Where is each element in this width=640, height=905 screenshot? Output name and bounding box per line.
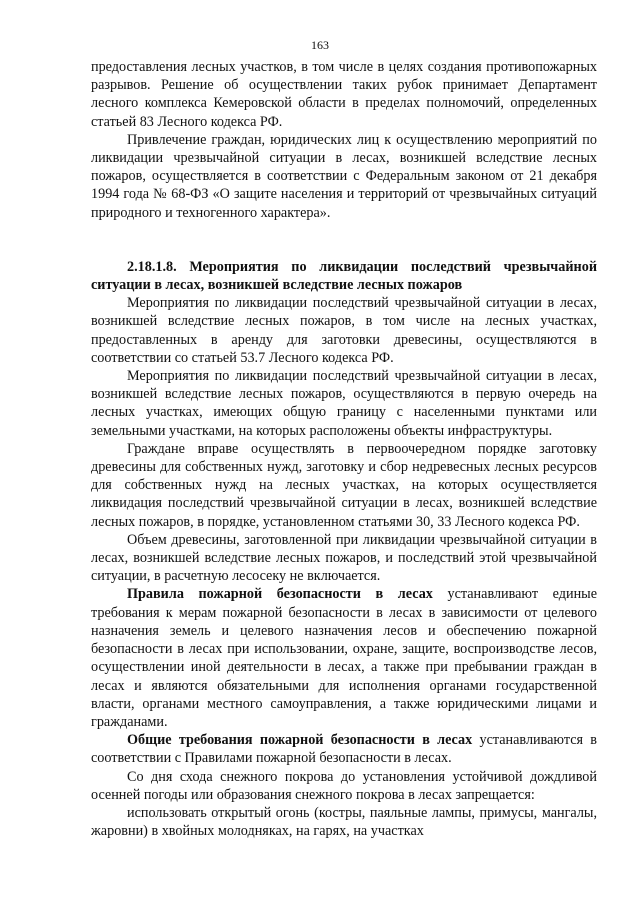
general-requirements-text: устанавливаются в соответствии с Правилами пожарной безопасности в лесах.	[91, 732, 597, 767]
general-requirements-title: Общие требования пожарной безопасности в лесах	[127, 732, 473, 749]
paragraph-wood-volume: Объем древесины, заготовленной при ликвидации чрезвычайной ситуации в лесах, возникшей вследствие лесных пожаров, и последствий этой чрезвычайной ситуации, в расчетную лесосеку не включается.	[91, 531, 597, 585]
paragraph-continuation: предоставления лесных участков, в том числе в целях создания противопожарных разрывов. Решение об осуществлении таких рубок принимает Департамент лесного комплекса Кемеровской области в пределах полномочий, определенных статьей 83 Лесного кодекса РФ.	[91, 59, 597, 130]
paragraph-prohibitions-intro: Со дня схода снежного покрова до установления устойчивой дождливой осенней погоды или образования снежного покрова в лесах запрещается:	[91, 768, 597, 803]
fire-rules-title: Правила пожарной безопасности в лесах	[127, 586, 433, 603]
fire-rules-text: устанавливают единые требования к мерам пожарной безопасности в лесах в зависимости от целевого назначения земель и целевого назначения лесов и обеспечению пожарной безопасности в лесах при использовании, охране, защите, воспроизводстве лесов, осуществлении иной деятельности в лесах, а также при пребывании граждан в лесах и являются обязательными для исполнения органами государственной власти, органами местного самоуправления, а также юридическими лицами и гражданами.	[91, 586, 597, 730]
document-body	[91, 58, 597, 840]
paragraph-citizens-rights: Граждане вправе осуществлять в первоочередном порядке заготовку древесины для собственных нужд, заготовку и сбор недревесных лесных ресурсов для собственных нужд на лесных участках, на которых осуществляется ликвидация последствий чрезвычайной ситуации в лесах, возникшей вследствие лесных пожаров, в порядке, установленном статьями 30, 33 Лесного кодекса РФ.	[91, 440, 597, 530]
paragraph-measures-article: Мероприятия по ликвидации последствий чрезвычайной ситуации в лесах, возникшей вследствие лесных пожаров, в том числе на лесных участках, предоставленных в аренду для заготовки древесины, осуществляются в соответствии со статьей 53.7 Лесного кодекса РФ.	[91, 295, 597, 366]
section-heading: 2.18.1.8. Мероприятия по ликвидации последствий чрезвычайной ситуации в лесах, возникшей вследствие лесных пожаров	[91, 258, 597, 294]
paragraph-fire-rules	[91, 585, 597, 731]
paragraph-general-requirements	[91, 731, 597, 767]
paragraph-open-fire-item: использовать открытый огонь (костры, паяльные лампы, примусы, мангалы, жаровни) в хвойных молодняках, на гарях, на участках	[91, 804, 597, 840]
page-number: 163	[311, 38, 329, 52]
paragraph-citizens-involvement: Привлечение граждан, юридических лиц к осуществлению мероприятий по ликвидации чрезвычайной ситуации в лесах, возникшей вследствие лесных пожаров, осуществляется в соответствии с Федеральным законом от 21 декабря 1994 года № 68-ФЗ «О защите населения и территорий от чрезвычайных ситуаций природного и техногенного характера».	[91, 131, 597, 221]
paragraph-measures-priority: Мероприятия по ликвидации последствий чрезвычайной ситуации в лесах, возникшей вследствие лесных пожаров, осуществляются в первую очередь на лесных участках, имеющих общую границу с населенными пунктами или земельными участками, на которых расположены объекты инфраструктуры.	[91, 368, 597, 439]
